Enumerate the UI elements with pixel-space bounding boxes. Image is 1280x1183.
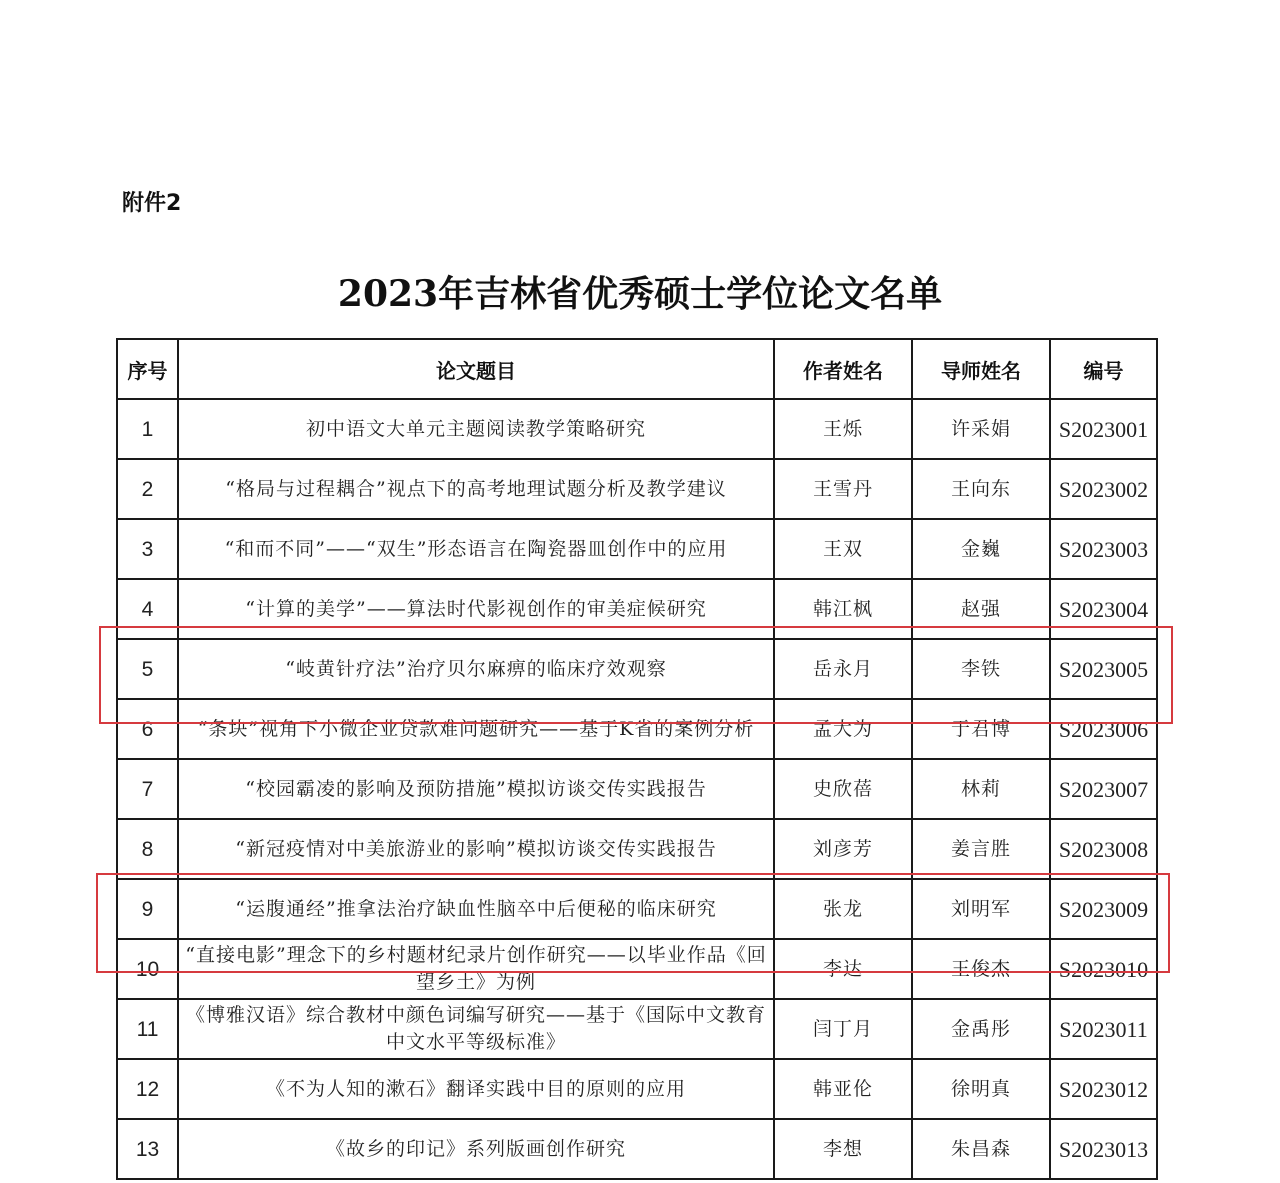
author-name: 孟大为: [774, 699, 912, 759]
author-name: 韩亚伦: [774, 1059, 912, 1119]
thesis-title: “岐黄针疗法”治疗贝尔麻痹的临床疗效观察: [178, 639, 774, 699]
thesis-code: S2023002: [1050, 459, 1157, 519]
row-number: 3: [117, 519, 178, 579]
header-serial: 序号: [117, 339, 178, 399]
author-name: 李达: [774, 939, 912, 999]
table-row: [117, 939, 1157, 999]
thesis-code: S2023004: [1050, 579, 1157, 639]
table-row: [117, 879, 1157, 939]
author-name: 李想: [774, 1119, 912, 1179]
thesis-code: S2023005: [1050, 639, 1157, 699]
table-row: [117, 999, 1157, 1059]
thesis-code: S2023006: [1050, 699, 1157, 759]
document-title: 2023年吉林省优秀硕士学位论文名单: [337, 273, 943, 315]
advisor-name: 李铁: [912, 639, 1050, 699]
author-name: 王双: [774, 519, 912, 579]
header-advisor: 导师姓名: [912, 339, 1050, 399]
thesis-title: 初中语文大单元主题阅读教学策略研究: [178, 399, 774, 459]
header-code: 编号: [1050, 339, 1157, 399]
table-row: [117, 459, 1157, 519]
thesis-code: S2023010: [1050, 939, 1157, 999]
row-number: 13: [117, 1119, 178, 1179]
table-row: [117, 1119, 1157, 1179]
advisor-name: 刘明军: [912, 879, 1050, 939]
table-header-row: [117, 339, 1157, 399]
thesis-code: S2023011: [1050, 999, 1157, 1059]
author-name: 岳永月: [774, 639, 912, 699]
thesis-title: “校园霸凌的影响及预防措施”模拟访谈交传实践报告: [178, 759, 774, 819]
author-name: 王雪丹: [774, 459, 912, 519]
thesis-title: “新冠疫情对中美旅游业的影响”模拟访谈交传实践报告: [178, 819, 774, 879]
attachment-label: 附件2: [122, 191, 182, 216]
advisor-name: 赵强: [912, 579, 1050, 639]
thesis-code: S2023009: [1050, 879, 1157, 939]
advisor-name: 于君博: [912, 699, 1050, 759]
row-number: 9: [117, 879, 178, 939]
author-name: 张龙: [774, 879, 912, 939]
table-row: [117, 399, 1157, 459]
thesis-title: “格局与过程耦合”视点下的高考地理试题分析及教学建议: [178, 459, 774, 519]
row-number: 2: [117, 459, 178, 519]
author-name: 闫丁月: [774, 999, 912, 1059]
thesis-title: “和而不同”——“双生”形态语言在陶瓷器皿创作中的应用: [178, 519, 774, 579]
thesis-title: 《故乡的印记》系列版画创作研究: [178, 1119, 774, 1179]
advisor-name: 金巍: [912, 519, 1050, 579]
author-name: 韩江枫: [774, 579, 912, 639]
thesis-title: “运腹通经”推拿法治疗缺血性脑卒中后便秘的临床研究: [178, 879, 774, 939]
thesis-title: 《博雅汉语》综合教材中颜色词编写研究——基于《国际中文教育中文水平等级标准》: [178, 999, 774, 1059]
row-number: 7: [117, 759, 178, 819]
thesis-code: S2023008: [1050, 819, 1157, 879]
advisor-name: 王俊杰: [912, 939, 1050, 999]
table-row: [117, 759, 1157, 819]
row-number: 10: [117, 939, 178, 999]
thesis-code: S2023001: [1050, 399, 1157, 459]
table-row: [117, 699, 1157, 759]
author-name: 刘彦芳: [774, 819, 912, 879]
advisor-name: 林莉: [912, 759, 1050, 819]
author-name: 史欣蓓: [774, 759, 912, 819]
table-row: [117, 819, 1157, 879]
thesis-code: S2023007: [1050, 759, 1157, 819]
table-row: [117, 1059, 1157, 1119]
author-name: 王烁: [774, 399, 912, 459]
table-row: [117, 639, 1157, 699]
advisor-name: 徐明真: [912, 1059, 1050, 1119]
thesis-code: S2023003: [1050, 519, 1157, 579]
thesis-title: “条块”视角下小微企业贷款难问题研究——基于K省的案例分析: [178, 699, 774, 759]
advisor-name: 姜言胜: [912, 819, 1050, 879]
thesis-table: [116, 338, 1158, 1180]
advisor-name: 王向东: [912, 459, 1050, 519]
thesis-code: S2023012: [1050, 1059, 1157, 1119]
advisor-name: 许采娟: [912, 399, 1050, 459]
row-number: 1: [117, 399, 178, 459]
row-number: 8: [117, 819, 178, 879]
advisor-name: 金禹彤: [912, 999, 1050, 1059]
thesis-title: “直接电影”理念下的乡村题材纪录片创作研究——以毕业作品《回望乡土》为例: [178, 939, 774, 999]
row-number: 12: [117, 1059, 178, 1119]
table-row: [117, 579, 1157, 639]
row-number: 6: [117, 699, 178, 759]
header-author: 作者姓名: [774, 339, 912, 399]
advisor-name: 朱昌森: [912, 1119, 1050, 1179]
thesis-title: 《不为人知的漱石》翻译实践中目的原则的应用: [178, 1059, 774, 1119]
thesis-code: S2023013: [1050, 1119, 1157, 1179]
row-number: 4: [117, 579, 178, 639]
thesis-title: “计算的美学”——算法时代影视创作的审美症候研究: [178, 579, 774, 639]
row-number: 5: [117, 639, 178, 699]
header-thesis-title: 论文题目: [178, 339, 774, 399]
row-number: 11: [117, 999, 178, 1059]
table-row: [117, 519, 1157, 579]
